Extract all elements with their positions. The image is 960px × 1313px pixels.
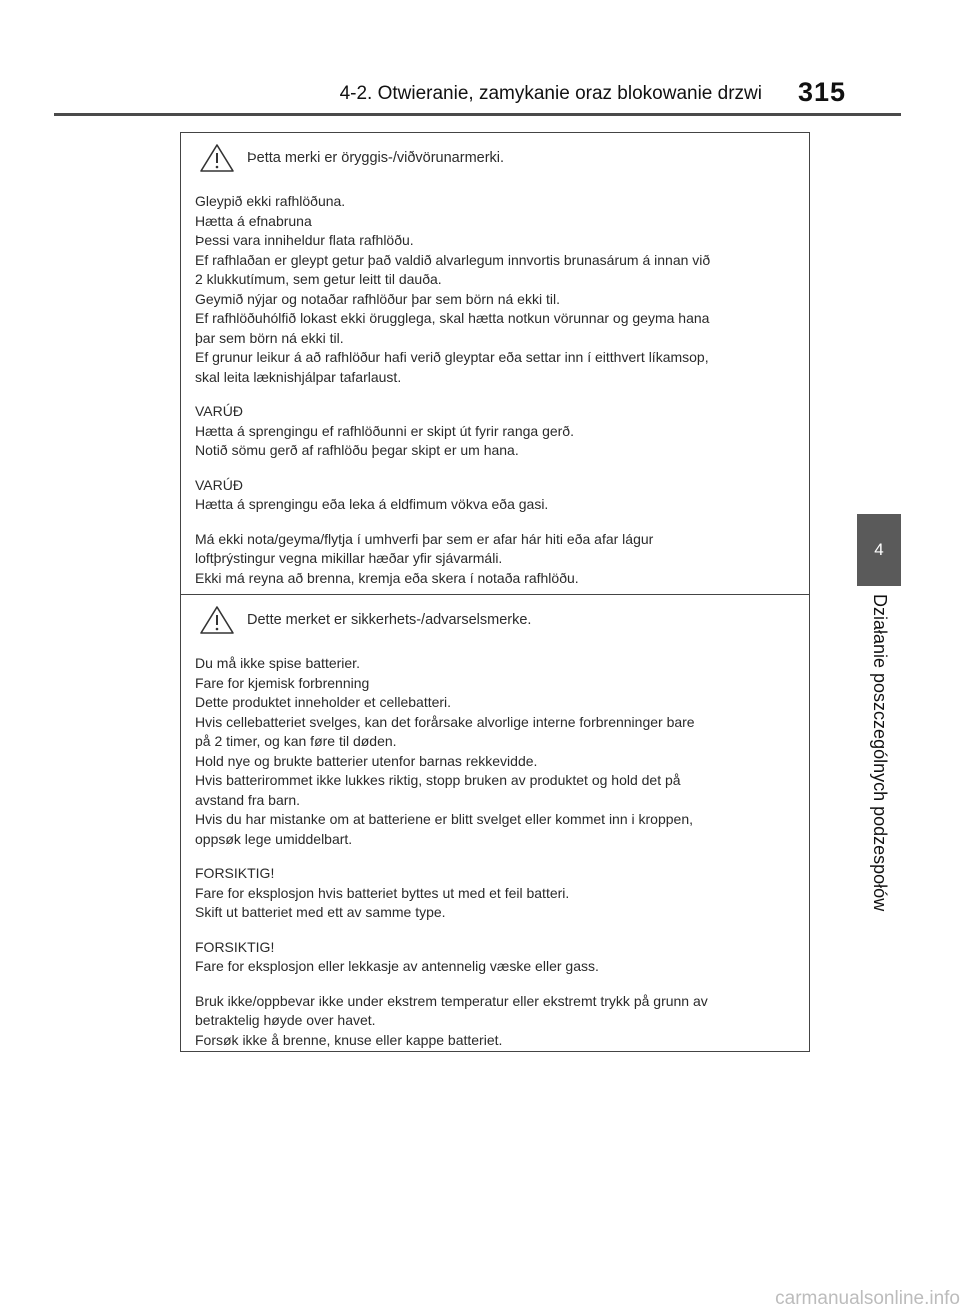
label-text-line: VARÚÐ bbox=[195, 476, 243, 493]
spacer bbox=[195, 177, 797, 192]
label-text-line: Forsøk ikke å brenne, knuse eller kappe batteriet. bbox=[195, 1031, 503, 1048]
label-text-line: Má ekki nota/geyma/flytja í umhverfi þar sem er afar hár hiti eða afar lágur bbox=[195, 530, 654, 547]
footer-watermark: carmanualsonline.info bbox=[775, 1288, 960, 1309]
label-text-line: Gleypið ekki rafhlöðuna. bbox=[195, 193, 346, 209]
label-heading-row bbox=[195, 601, 797, 639]
label-text-line: Fare for eksplosjon eller lekkasje av antennelig væske eller gass. bbox=[195, 958, 599, 974]
label-text-line: 2 klukkutímum, sem getur leitt til dauða. bbox=[195, 271, 442, 287]
label-text-line: Ef rafhlaðan er gleypt getur það valdið alvarlegum innvortis brunasárum á innan við bbox=[195, 251, 711, 268]
label-text-line: FORSIKTIG! bbox=[195, 938, 275, 955]
label-text-line: Fare for eksplosjon hvis batteriet byttes ut med et feil batteri. bbox=[195, 884, 570, 901]
label-text-line: Hvis du har mistanke om at batteriene er blitt svelget eller kommet inn i kroppen, bbox=[195, 811, 694, 827]
label-text-block bbox=[195, 654, 797, 1050]
section-title: 4-2. Otwieranie, zamykanie oraz blokowanie drzwi bbox=[339, 83, 762, 104]
chapter-tab bbox=[857, 514, 901, 586]
spacer bbox=[195, 977, 797, 992]
label-text-line: avstand fra barn. bbox=[195, 791, 301, 808]
label-text-line: Ef rafhlöðuhólfið lokast ekki örugglega, skal hætta notkun vörunnar og geyma hana bbox=[195, 310, 710, 326]
page-number: 315 bbox=[798, 77, 847, 107]
label-text-line: oppsøk lege umiddelbart. bbox=[195, 830, 353, 847]
label-section-icelandic bbox=[181, 133, 809, 595]
label-heading-row bbox=[195, 139, 797, 177]
label-text-line: Geymið nýjar og notaðar rafhlöður þar sem börn ná ekki til. bbox=[195, 290, 560, 307]
spacer bbox=[195, 639, 797, 654]
spacer bbox=[195, 461, 797, 476]
label-text-line: Hætta á sprengingu eða leka á eldfimum vökva eða gasi. bbox=[195, 496, 549, 512]
label-text-line: Bruk ikke/oppbevar ikke under ekstrem temperatur eller ekstremt trykk på grunn av bbox=[195, 992, 708, 1009]
label-text-line: Skift ut batteriet med ett av samme type. bbox=[195, 904, 446, 920]
spacer bbox=[195, 515, 797, 530]
label-section-norwegian bbox=[181, 595, 809, 1050]
label-text-line: betraktelig høyde over havet. bbox=[195, 1012, 376, 1028]
label-text-line: Hold nye og brukte batterier utenfor barnas rekkevidde. bbox=[195, 752, 538, 769]
label-heading: Dette merket er sikkerhets-/advarselsmerke. bbox=[247, 612, 532, 628]
label-text-line: Hvis cellebatteriet svelges, kan det forårsake alvorlige interne forbrenninger bare bbox=[195, 713, 695, 730]
chapter-title: Działanie poszczególnych podzespołów bbox=[870, 594, 890, 912]
label-text-line: þar sem börn ná ekki til. bbox=[195, 329, 344, 346]
label-text-line: Du må ikke spise batterier. bbox=[195, 655, 360, 671]
chapter-number: 4 bbox=[874, 540, 884, 559]
label-text-line: på 2 timer, og kan føre til døden. bbox=[195, 733, 397, 749]
warning-triangle-icon bbox=[199, 143, 235, 173]
label-text-line: Notið sömu gerð af rafhlöðu þegar skipt er um hana. bbox=[195, 442, 519, 458]
label-text-line: Fare for kjemisk forbrenning bbox=[195, 674, 370, 691]
label-text-line: Hætta á sprengingu ef rafhlöðunni er skipt út fyrir ranga gerð. bbox=[195, 422, 574, 439]
warning-triangle-icon bbox=[199, 605, 235, 635]
label-text-line: Þessi vara inniheldur flata rafhlöðu. bbox=[195, 232, 414, 248]
label-text-line: skal leita læknishjálpar tafarlaust. bbox=[195, 368, 402, 385]
label-text-line: Ef grunur leikur á að rafhlöður hafi verið gleyptar eða settar inn í eitthvert líkamsop, bbox=[195, 349, 709, 365]
label-text-line: Ekki má reyna að brenna, kremja eða skera í notaða rafhlöðu. bbox=[195, 569, 579, 586]
spacer bbox=[195, 923, 797, 938]
label-text-line: Hvis batterirommet ikke lukkes riktig, stopp bruken av produktet og hold det på bbox=[195, 772, 681, 788]
spacer bbox=[195, 849, 797, 864]
label-text-line: FORSIKTIG! bbox=[195, 865, 275, 881]
spacer bbox=[195, 387, 797, 402]
label-text-line: Dette produktet inneholder et cellebatteri. bbox=[195, 694, 452, 710]
label-heading: Þetta merki er öryggis-/viðvörunarmerki. bbox=[247, 150, 505, 166]
header-divider bbox=[54, 113, 901, 116]
label-text-line: Hætta á efnabruna bbox=[195, 212, 312, 229]
warning-label bbox=[180, 132, 810, 1052]
label-text-block bbox=[195, 192, 797, 588]
label-text-line: VARÚÐ bbox=[195, 403, 243, 419]
label-text-line: loftþrýstingur vegna mikillar hæðar yfir sjávarmáli. bbox=[195, 550, 503, 566]
